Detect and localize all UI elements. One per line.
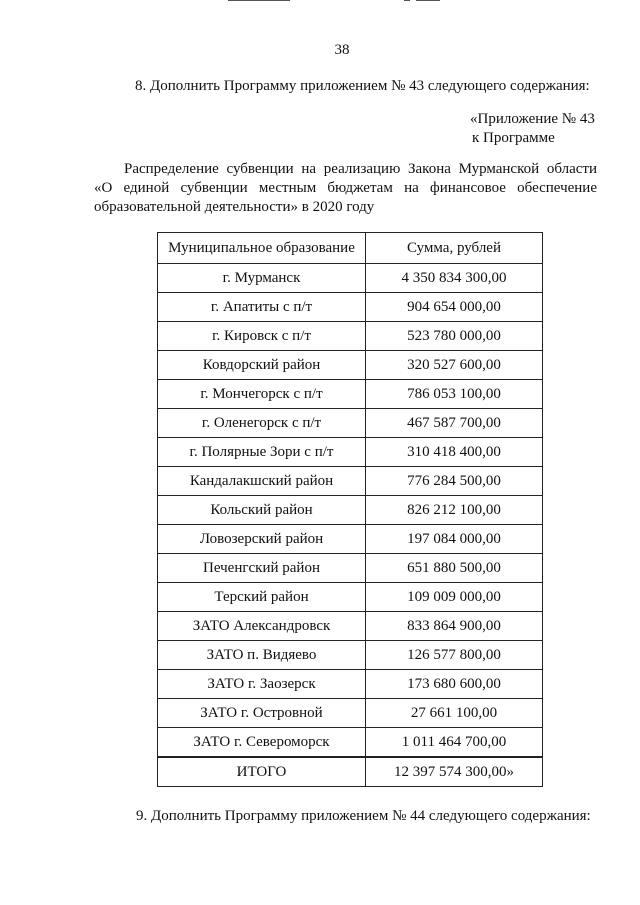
table-header-row xyxy=(158,233,543,264)
municipality-cell: ЗАТО г. Североморск xyxy=(158,728,366,758)
municipality-cell: ЗАТО г. Островной xyxy=(158,699,366,728)
municipality-cell: ЗАТО п. Видяево xyxy=(158,641,366,670)
municipality-cell: г. Полярные Зори с п/т xyxy=(158,438,366,467)
total-amount-cell: 12 397 574 300,00» xyxy=(366,757,543,787)
appendix-reference-line-1: «Приложение № 43 xyxy=(470,111,595,127)
table-row xyxy=(158,293,543,322)
table-row xyxy=(158,612,543,641)
item-9-paragraph: 9. Дополнить Программу приложением № 44 следующего содержания: xyxy=(136,808,591,824)
table-total-row xyxy=(158,757,543,787)
scan-artifact-line xyxy=(404,0,410,1)
table-row xyxy=(158,554,543,583)
amount-cell: 109 009 000,00 xyxy=(366,583,543,612)
municipality-cell: Ковдорский район xyxy=(158,351,366,380)
municipality-cell: ЗАТО г. Заозерск xyxy=(158,670,366,699)
amount-cell: 833 864 900,00 xyxy=(366,612,543,641)
amount-cell: 467 587 700,00 xyxy=(366,409,543,438)
table-row xyxy=(158,438,543,467)
table-row xyxy=(158,699,543,728)
column-header-amount: Сумма, рублей xyxy=(366,233,543,264)
table-row xyxy=(158,670,543,699)
table-row xyxy=(158,264,543,293)
municipality-cell: Кольский район xyxy=(158,496,366,525)
table-heading xyxy=(94,160,597,217)
amount-cell: 126 577 800,00 xyxy=(366,641,543,670)
municipality-cell: г. Оленегорск с п/т xyxy=(158,409,366,438)
table-row xyxy=(158,409,543,438)
amount-cell: 786 053 100,00 xyxy=(366,380,543,409)
page-number: 38 xyxy=(334,42,350,58)
amount-cell: 904 654 000,00 xyxy=(366,293,543,322)
amount-cell: 776 284 500,00 xyxy=(366,467,543,496)
municipality-cell: г. Мончегорск с п/т xyxy=(158,380,366,409)
subvention-table xyxy=(157,232,543,787)
scan-artifact-line xyxy=(416,0,440,1)
municipality-cell: Печенгский район xyxy=(158,554,366,583)
appendix-reference xyxy=(470,110,595,148)
amount-cell: 826 212 100,00 xyxy=(366,496,543,525)
table-row xyxy=(158,525,543,554)
table-row xyxy=(158,496,543,525)
amount-cell: 27 661 100,00 xyxy=(366,699,543,728)
total-label-cell: ИТОГО xyxy=(158,757,366,787)
table-row xyxy=(158,583,543,612)
municipality-cell: ЗАТО Александровск xyxy=(158,612,366,641)
municipality-cell: г. Кировск с п/т xyxy=(158,322,366,351)
municipality-cell: г. Апатиты с п/т xyxy=(158,293,366,322)
table-row xyxy=(158,351,543,380)
table-heading-line-3: образовательной деятельности» в 2020 году xyxy=(94,199,375,215)
table-row xyxy=(158,322,543,351)
amount-cell: 173 680 600,00 xyxy=(366,670,543,699)
amount-cell: 320 527 600,00 xyxy=(366,351,543,380)
table-heading-line-1: Распределение субвенции на реализацию Закона Мурманской области xyxy=(124,161,597,177)
amount-cell: 651 880 500,00 xyxy=(366,554,543,583)
municipality-cell: Ловозерский район xyxy=(158,525,366,554)
table-row xyxy=(158,728,543,758)
table-heading-line-2: «О единой субвенции местным бюджетам на финансовое обеспечение xyxy=(94,180,597,196)
scan-artifact-line xyxy=(228,0,290,1)
amount-cell: 197 084 000,00 xyxy=(366,525,543,554)
table-row xyxy=(158,380,543,409)
municipality-cell: г. Мурманск xyxy=(158,264,366,293)
amount-cell: 523 780 000,00 xyxy=(366,322,543,351)
municipality-cell: Терский район xyxy=(158,583,366,612)
amount-cell: 4 350 834 300,00 xyxy=(366,264,543,293)
table-row xyxy=(158,641,543,670)
municipality-cell: Кандалакшский район xyxy=(158,467,366,496)
amount-cell: 310 418 400,00 xyxy=(366,438,543,467)
item-8-paragraph: 8. Дополнить Программу приложением № 43 следующего содержания: xyxy=(135,78,590,94)
table-row xyxy=(158,467,543,496)
appendix-reference-line-2: к Программе xyxy=(472,130,555,146)
column-header-municipality: Муниципальное образование xyxy=(158,233,366,264)
amount-cell: 1 011 464 700,00 xyxy=(366,728,543,758)
